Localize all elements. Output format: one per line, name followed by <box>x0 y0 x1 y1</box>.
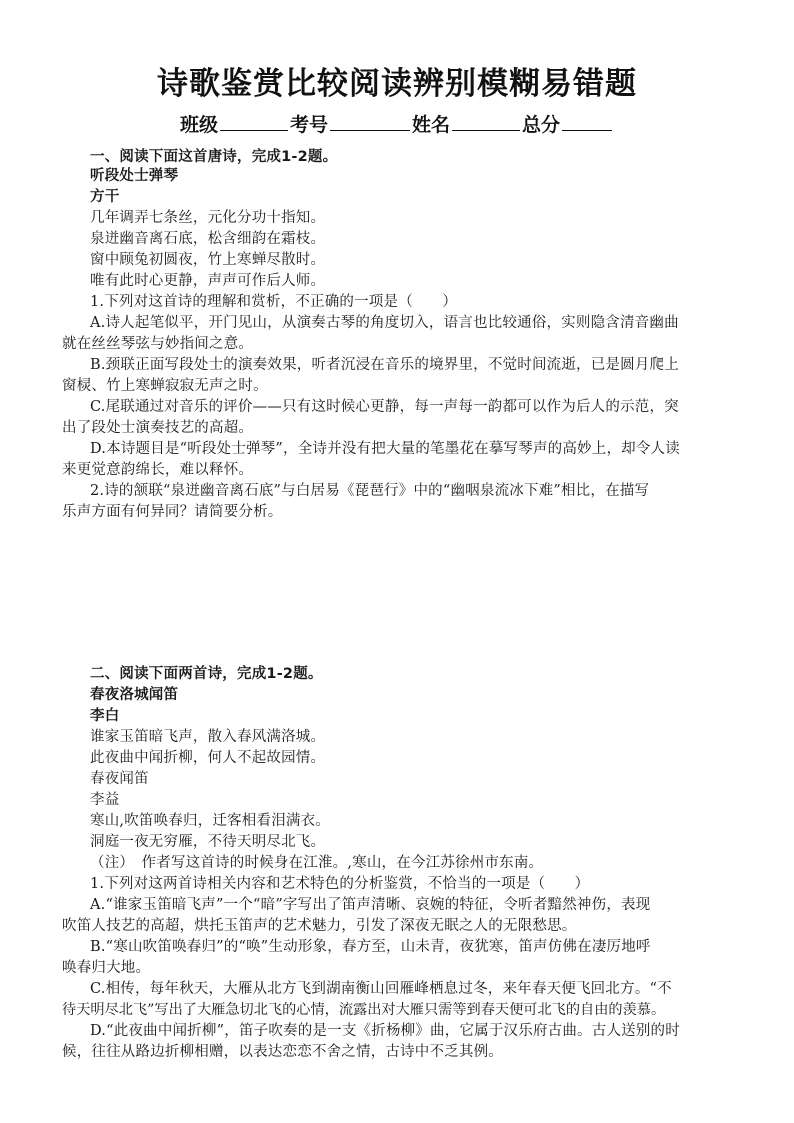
section2-option-c-line1: C.相传，每年秋天，大雁从北方飞到湖南衡山回雁峰栖息过冬，来年春天便飞回北方。“不 <box>90 981 672 997</box>
section2-option-a-line1: A.“谁家玉笛暗飞声”一个“暗”字写出了笛声清晰、哀婉的特征，令听者黯然神伤，表现 <box>90 897 651 913</box>
section2-poem1-line: 谁家玉笛暗飞声，散入春风满洛城。 <box>90 729 326 745</box>
page-title: 诗歌鉴赏比较阅读辨别模糊易错题 <box>157 66 637 102</box>
section1-option-b-line1: B.颈联正面写段处士的演奏效果，听者沉浸在音乐的境界里，不觉时间流逝，已是圆月爬上 <box>90 357 679 373</box>
score-label: 总分 <box>522 114 561 136</box>
section2-poem1-title: 春夜洛城闻笛 <box>90 687 179 703</box>
section2-poem1-author: 李白 <box>90 708 120 724</box>
section1-option-d-line2: 来更觉意韵绵长，难以释怀。 <box>62 462 254 478</box>
section2-poem2-line: 洞庭一夜无穷雁，不待天明尽北飞。 <box>90 834 326 850</box>
section2-option-a-line2: 吹笛人技艺的高超，烘托玉笛声的艺术魅力，引发了深夜无眠之人的无限愁思。 <box>62 918 577 934</box>
section2-option-d-line1: D.“此夜曲中闻折柳”，笛子吹奏的是一支《折杨柳》曲，它属于汉乐府古曲。古人送别的时 <box>90 1023 680 1039</box>
section2-poem1-line: 此夜曲中闻折柳，何人不起故园情。 <box>90 750 326 766</box>
section2-poem2-line: 寒山,吹笛唤春归，迁客相看泪满衣。 <box>90 813 331 829</box>
section2-option-b-line1: B.“寒山吹笛唤春归”的“唤”生动形象，春方至，山未青，夜犹寒，笛声仿佛在凄厉地呼 <box>90 939 651 955</box>
section2-poem2-author: 李益 <box>90 792 120 808</box>
section1-poem-line: 泉迸幽音离石底，松含细韵在霜枝。 <box>90 231 326 247</box>
section2-poem2-title: 春夜闻笛 <box>90 771 149 787</box>
section1-option-c-line2: 出了段处士演奏技艺的高超。 <box>62 420 254 436</box>
section1-poem-line: 窗中顾兔初圆夜，竹上寒蝉尽散时。 <box>90 252 326 268</box>
section2-option-b-line2: 唤春归大地。 <box>62 960 151 976</box>
name-label: 姓名 <box>412 114 451 136</box>
section1-poem-line: 几年调弄七条丝，元化分功十指知。 <box>90 210 326 226</box>
class-blank[interactable] <box>220 112 288 131</box>
section1-question2-line2: 乐声方面有何异同？请简要分析。 <box>62 504 283 520</box>
section1-option-d-line1: D.本诗题目是“听段处士弹琴”，全诗并没有把大量的笔墨花在摹写琴声的高妙上，却令人读 <box>90 441 680 457</box>
section1-poem-author: 方干 <box>90 189 120 205</box>
name-blank[interactable] <box>452 112 520 131</box>
section2-option-d-line2: 候，往往从路边折柳相赠，以表达恋恋不舍之情，古诗中不乏其例。 <box>62 1044 503 1060</box>
section1-question2-line1: 2.诗的颔联“泉迸幽音离石底”与白居易《琵琶行》中的“幽咽泉流冰下难”相比，在描写 <box>90 483 650 499</box>
section1-option-b-line2: 窗棂、竹上寒蝉寂寂无声之时。 <box>62 378 268 394</box>
student-info-line <box>0 110 794 137</box>
section1-option-c-line1: C.尾联通过对音乐的评价——只有这时候心更静，每一声每一韵都可以作为后人的示范，突 <box>90 399 679 415</box>
section2-note: （注） 作者写这首诗的时候身在江淮。,寒山，在今江苏徐州市东南。 <box>90 855 544 871</box>
section1-heading: 一、阅读下面这首唐诗，完成1-2题。 <box>90 149 338 165</box>
section2-question1: 1.下列对这两首诗相关内容和艺术特色的分析鉴赏，不恰当的一项是（ ） <box>90 876 590 892</box>
score-blank[interactable] <box>562 112 612 131</box>
section1-poem-line: 唯有此时心更静，声声可作后人师。 <box>90 273 326 289</box>
section1-option-a-line2: 就在丝丝琴弦与妙指间之意。 <box>62 336 254 352</box>
section1-poem-title: 听段处士弹琴 <box>90 168 179 184</box>
class-label: 班级 <box>179 114 218 136</box>
section1-question1: 1.下列对这首诗的理解和赏析，不正确的一项是（ ） <box>90 294 458 310</box>
number-label: 考号 <box>289 114 328 136</box>
section2-heading: 二、阅读下面两首诗，完成1-2题。 <box>90 666 323 682</box>
number-blank[interactable] <box>330 112 410 131</box>
section1-option-a-line1: A.诗人起笔似平，开门见山，从演奏古琴的角度切入，语言也比较通俗，实则隐含清音幽曲 <box>90 315 679 331</box>
section2-option-c-line2: 待天明尽北飞”写出了大雁急切北飞的心情，流露出对大雁只需等到春天便可北飞的自由的羡慕。 <box>62 1002 666 1018</box>
